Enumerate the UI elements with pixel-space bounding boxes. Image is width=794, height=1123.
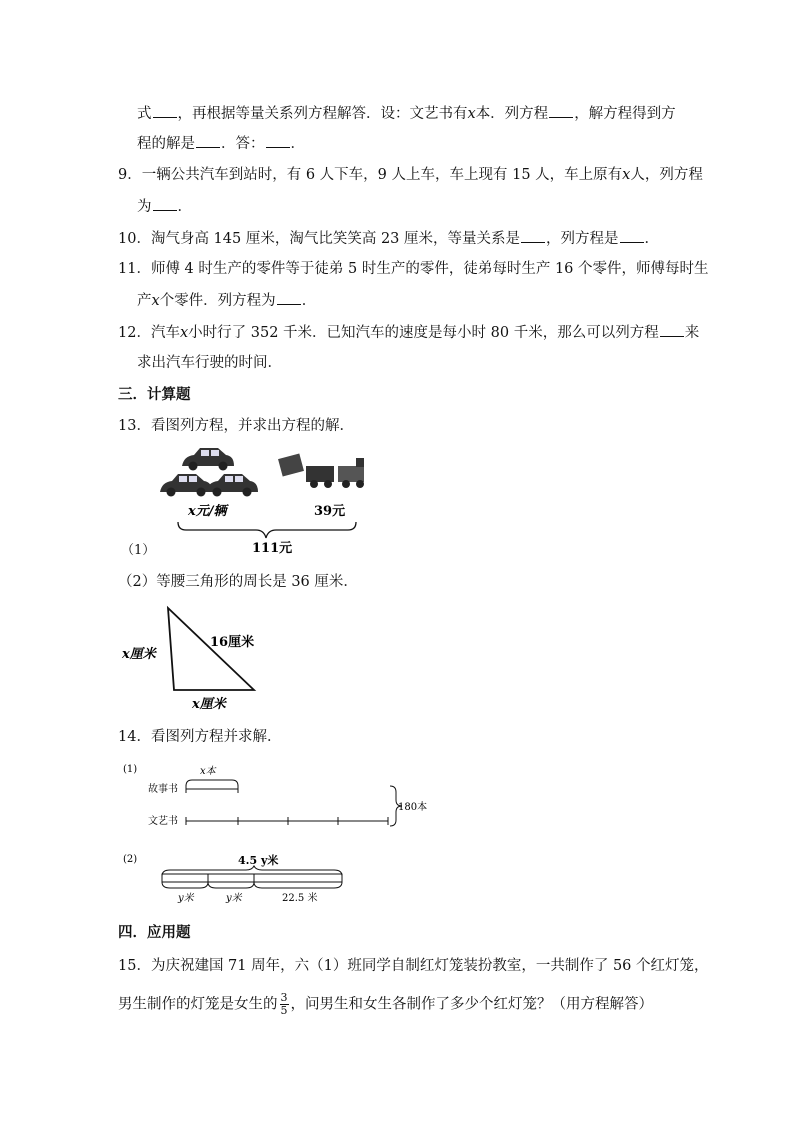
text: ．答： (221, 136, 265, 152)
total-180-label: 180本 (398, 802, 428, 813)
text: 产 (137, 293, 152, 309)
variable: x (467, 106, 476, 122)
section-heading-application: 四．应用题 (118, 925, 191, 941)
text: 12．汽车 (118, 325, 180, 341)
fraction (280, 992, 289, 1017)
answer-blank[interactable] (153, 103, 177, 118)
answer-blank[interactable] (153, 196, 177, 211)
fig2-label: (2) (123, 854, 138, 865)
text: ，列方程是 (546, 231, 619, 247)
text: ，解方程得到方 (574, 106, 676, 122)
variable: x (622, 167, 631, 183)
q10-line (118, 228, 659, 249)
text: ，再根据等量关系列方程解答．设：文艺书有 (177, 106, 468, 122)
q13-figure-1 (150, 442, 410, 557)
text: 程的解是 (137, 136, 195, 152)
text: ． (644, 231, 660, 247)
q11-line-2 (137, 290, 316, 311)
seg2-label: y米 (226, 893, 242, 904)
variable: x (179, 325, 189, 341)
top-brace (186, 780, 238, 786)
text: 9．一辆公共汽车到站时，有 6 人下车，9 人上车，车上现有 15 人，车上原有 (118, 167, 623, 183)
text: 本．列方程 (475, 106, 549, 122)
text: 个零件．列方程为 (159, 293, 276, 309)
hyp-side-label: 16厘米 (210, 635, 255, 650)
text: 10．淘气身高 145 厘米，淘气比笑笑高 23 厘米，等量关系是 (118, 231, 521, 247)
text: ． (290, 136, 305, 152)
q12-line-1 (118, 322, 699, 343)
total-length-label: 4.5 y米 (238, 854, 279, 867)
section-heading-calc: 三．计算题 (118, 387, 191, 403)
fig1-label: (1) (123, 764, 138, 775)
q13-title: 13．看图列方程，并求出方程的解． (118, 418, 354, 434)
text: 求出汽车行驶的时间． (137, 355, 282, 371)
car-icon (182, 448, 234, 471)
answer-blank[interactable] (196, 133, 220, 148)
text: 男生制作的灯笼是女生的 (118, 996, 278, 1013)
car-icon (160, 474, 212, 497)
lit-book-label: 文艺书 (148, 816, 178, 827)
answer-blank[interactable] (277, 290, 301, 305)
x-ben-label: x本 (200, 766, 216, 777)
q12-line-2 (137, 353, 282, 373)
seg3-label: 22.5 米 (282, 893, 318, 904)
fraction-denominator: 5 (280, 1004, 288, 1017)
car-icon (206, 474, 258, 497)
q14-figure-2 (118, 846, 378, 906)
q15-line-1: 15．为庆祝建国 71 周年，六（1）班同学自制红灯笼装扮教室，一共制作了 56 个红灯笼， (118, 958, 709, 974)
text: 来 (684, 325, 700, 341)
answer-blank[interactable] (549, 103, 573, 118)
q9-line-2 (137, 196, 192, 217)
text: ． (177, 199, 192, 215)
q14-title: 14．看图列方程并求解． (118, 729, 282, 745)
text: 为 (137, 199, 152, 215)
q14-figure-1 (118, 758, 448, 838)
text: ． (301, 293, 317, 309)
fraction-numerator: 3 (280, 991, 288, 1004)
q8-line-1 (137, 103, 676, 124)
text: 式 (137, 106, 152, 122)
answer-blank[interactable] (266, 133, 290, 148)
total-label: 111元 (252, 541, 293, 556)
train-price-label: 39元 (314, 504, 346, 519)
segment-bar (162, 874, 342, 882)
story-book-label: 故事书 (148, 784, 178, 795)
answer-blank[interactable] (620, 228, 644, 243)
q15-line-2 (118, 992, 653, 1017)
q13-triangle-figure (120, 602, 280, 712)
text: ，问男生和女生各制作了多少个红灯笼？（用方程解答） (290, 996, 653, 1013)
total-brace (178, 522, 356, 538)
q11-line-1 (118, 259, 709, 279)
q9-line-1 (118, 165, 703, 185)
variable: x (151, 293, 160, 309)
q8-line-2 (137, 133, 305, 154)
left-side-label: x厘米 (122, 647, 156, 662)
text: 人，列方程 (630, 167, 703, 183)
text: 11．师傅 4 时生产的零件等于徒弟 5 时生产的零件，徒弟每时生产 16 个零件，师傅每时生 (118, 261, 709, 277)
q13-fig2-label: （2）等腰三角形的周长是 36 厘米． (118, 574, 358, 590)
seg1-label: y米 (178, 893, 194, 904)
car-price-label: x元/辆 (188, 504, 227, 519)
toy-train-icon (278, 453, 364, 488)
bottom-side-label: x厘米 (192, 697, 226, 712)
answer-blank[interactable] (521, 228, 545, 243)
text: 小时行了 352 千米．已知汽车的速度是每小时 80 千米，那么可以列方程 (188, 325, 659, 341)
q13-fig1-label: （1） (121, 543, 156, 558)
answer-blank[interactable] (660, 322, 684, 337)
